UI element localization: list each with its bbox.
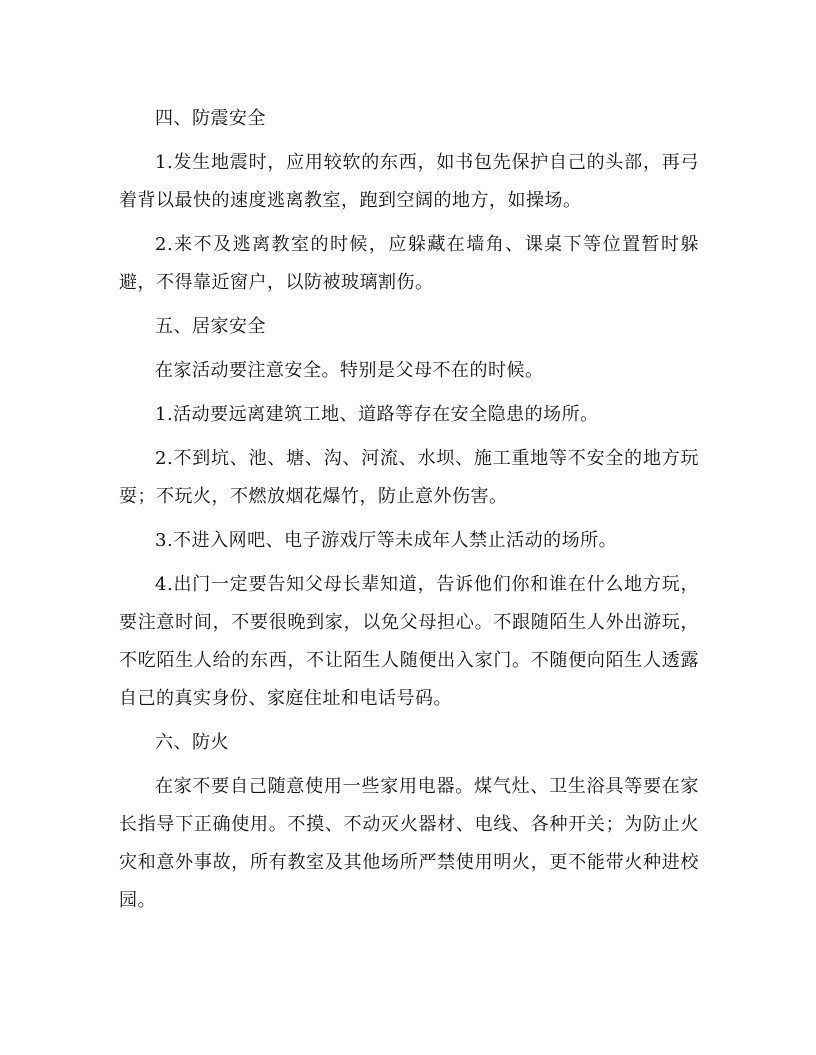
paragraph-home-3: 3.不进入网吧、电子游戏厅等未成年人禁止活动的场所。 [155, 530, 618, 551]
document-body [119, 100, 699, 920]
paragraph-home-4: 4.出门一定要告知父母长辈知道，告诉他们你和谁在什么地方玩，要注意时间，不要很晚到家，以免父母担心。不跟随陌生人外出游玩，不吃陌生人给的东西，不让陌生人随便出入家门。不随便向陌生人透露自己的真实身份、家庭住址和电话号码。 [119, 574, 699, 709]
paragraph-fire-1: 在家不要自己随意使用一些家用电器。煤气灶、卫生浴具等要在家长指导下正确使用。不摸、不动灭火器材、电线、各种开关；为防止火灾和意外事故，所有教室及其他场所严禁使用明火，更不能带火种进校园。 [119, 776, 699, 911]
section-heading-fire: 六、防火 [155, 732, 229, 753]
paragraph-home-1: 1.活动要远离建筑工地、道路等存在安全隐患的场所。 [155, 404, 599, 425]
paragraph-home-2: 2.不到坑、池、塘、沟、河流、水坝、施工重地等不安全的地方玩耍；不玩火，不燃放烟花爆竹，防止意外伤害。 [119, 448, 699, 507]
section-heading-home-safety: 五、居家安全 [155, 316, 266, 337]
section-heading-earthquake: 四、防震安全 [155, 108, 266, 129]
paragraph-earthquake-1: 1.发生地震时，应用较软的东西，如书包先保护自己的头部，再弓着背以最快的速度逃离教室，跑到空阔的地方，如操场。 [119, 152, 699, 211]
paragraph-earthquake-2: 2.来不及逃离教室的时候，应躲藏在墙角、课桌下等位置暂时躲避，不得靠近窗户，以防被玻璃割伤。 [119, 234, 699, 293]
paragraph-home-intro: 在家活动要注意安全。特别是父母不在的时候。 [155, 360, 544, 381]
